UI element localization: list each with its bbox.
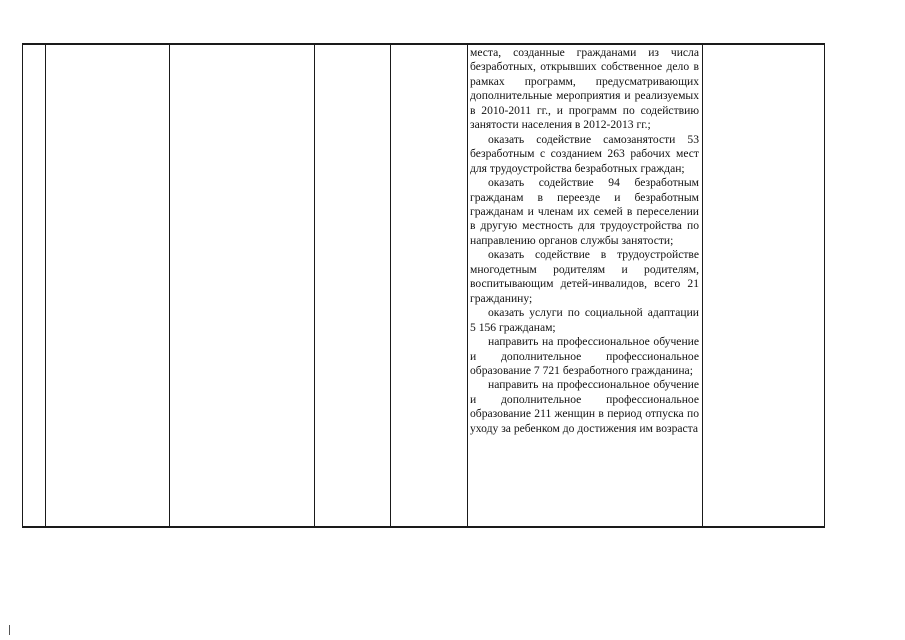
document-table (22, 43, 825, 528)
paragraph: направить на профессиональное обучение и дополнительное профессиональное образование 211 женщин в период отпуска по уходу за ребенком до достижения им возраста (470, 378, 699, 435)
paragraph: оказать содействие самозанятости 53 безработным с созданием 263 рабочих мест для трудоустройства безработных граждан; (470, 132, 699, 175)
paragraph: оказать содействие в трудоустройстве многодетным родителям и родителям, воспитывающим детей-инвалидов, всего 21 гражданину; (470, 248, 699, 305)
paragraph: направить на профессиональное обучение и дополнительное профессиональное образование 7 721 безработного гражданина; (470, 335, 699, 377)
paragraph: места, созданные гражданами из числа безработных, открывших собственное дело в рамках программ, предусматривающих дополнительные мероприятия и реализуемых в 2010-2011 гг., и программ по содействию занятости населения в 2012-2013 гг.; (470, 46, 699, 132)
paragraph: оказать содействие 94 безработным гражданам в переезде и безработным гражданам и членам их семей в переселении в другую местность для трудоустройства по направлению органов службы занятости; (470, 176, 699, 247)
paragraph: оказать услуги по социальной адаптации 5 156 гражданам; (470, 306, 699, 334)
activity-description-cell (467, 45, 701, 526)
scan-mark (9, 625, 10, 635)
column-divider-2 (169, 45, 170, 526)
column-divider-4 (390, 45, 391, 526)
column-divider-3 (314, 45, 315, 526)
column-divider-1 (45, 45, 46, 526)
column-divider-6 (702, 45, 703, 526)
